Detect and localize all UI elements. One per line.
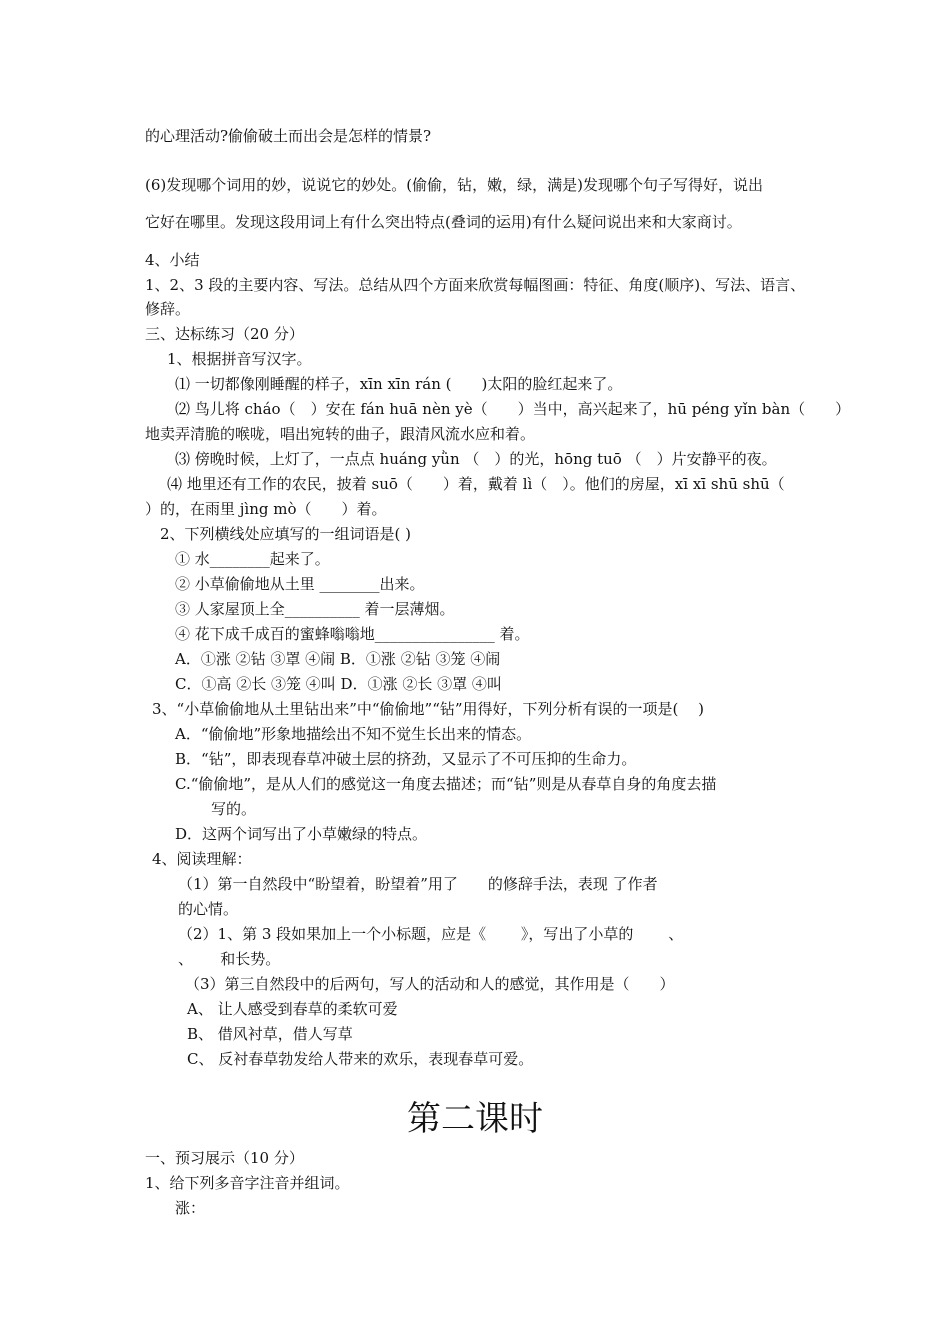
text-line: 地卖弄清脆的喉咙，唱出宛转的曲子，跟清风流水应和着。 <box>145 425 536 443</box>
question-heading: 1、给下列多音字注音并组词。 <box>145 1174 350 1192</box>
text-line: 的心情。 <box>178 900 239 918</box>
question-heading: 1、根据拼音写汉字。 <box>167 350 312 368</box>
text-line: ）的，在雨里 jìng mò（ ）着。 <box>145 500 387 518</box>
question-heading: 3、“小草偷偷地从土里钻出来”中“偷偷地”“钻”用得好，下列分析有误的一项是( ) <box>152 700 705 718</box>
option-line: C.“偷偷地”，是从人们的感觉这一角度去描述；而“钻”则是从春草自身的角度去描 <box>175 775 717 793</box>
section-heading: 4、小结 <box>145 251 200 269</box>
option-line: B．“钻”，即表现春草冲破土层的挤劲，又显示了不可压抑的生命力。 <box>175 750 637 768</box>
text-line: 修辞。 <box>145 300 191 318</box>
section-heading: 三、达标练习（20 分） <box>145 325 304 343</box>
text-line: ② 小草偷偷地从土里 ________出来。 <box>175 575 425 593</box>
option-line: C．①高 ②长 ③笼 ④叫 D．①涨 ②长 ③罩 ④叫 <box>175 675 502 693</box>
question-heading: 4、阅读理解： <box>152 850 252 868</box>
text-line: 、 和长势。 <box>178 950 281 968</box>
text-line: （3）第三自然段中的后两句，写人的活动和人的感觉，其作用是（ ） <box>185 975 675 993</box>
text-line: ⑶ 傍晚时候，上灯了，一点点 huáng yǜn （ ）的光，hōng tuō （ ）片安静平的夜。 <box>175 450 777 468</box>
text-line: ⑵ 鸟儿将 cháo（ ）安在 fán huā nèn yè（ ）当中，高兴起来了，hū péng yǐn bàn（ ） <box>175 400 851 418</box>
question-heading: 2、下列横线处应填写的一组词语是( ) <box>160 525 412 543</box>
option-line: B、 借风衬草，借人写草 <box>187 1025 353 1043</box>
text-line: ⑴ 一切都像刚睡醒的样子，xīn xīn rán ( )太阳的脸红起来了。 <box>175 375 623 393</box>
option-line: A．①涨 ②钻 ③罩 ④闹 B．①涨 ②钻 ③笼 ④闹 <box>175 650 501 668</box>
option-line: A、 让人感受到春草的柔软可爱 <box>187 1000 398 1018</box>
text-line: 的心理活动?偷偷破土而出会是怎样的情景? <box>145 127 432 145</box>
text-line: ③ 人家屋顶上全__________ 着一层薄烟。 <box>175 600 455 618</box>
option-line: D．这两个词写出了小草嫩绿的特点。 <box>175 825 428 843</box>
section-heading: 一、预习展示（10 分） <box>145 1149 304 1167</box>
text-line: ① 水________起来了。 <box>175 550 330 568</box>
option-line: C、 反衬春草勃发给人带来的欢乐，表现春草可爱。 <box>187 1050 534 1068</box>
text-line: （1）第一自然段中“盼望着，盼望着”用了 的修辞手法，表现 了作者 <box>178 875 658 893</box>
text-line: （2）1、第 3 段如果加上一个小标题，应是《 》，写出了小草的 、 <box>178 925 684 943</box>
text-line: 1、2、3 段的主要内容、写法。总结从四个方面来欣赏每幅图画：特征、角度(顺序)、写法、语言、 <box>145 276 806 294</box>
option-line: A．“偷偷地”形象地描绘出不知不觉生长出来的情态。 <box>175 725 532 743</box>
lesson-title: 第二课时 <box>407 1099 543 1139</box>
text-line: 写的。 <box>211 800 257 818</box>
text-line: (6)发现哪个词用的妙，说说它的妙处。(偷偷，钻，嫩，绿，满是)发现哪个句子写得好，说出 <box>145 176 763 194</box>
text-line: 它好在哪里。发现这段用词上有什么突出特点(叠词的运用)有什么疑问说出来和大家商讨。 <box>145 213 742 231</box>
text-line: ⑷ 地里还有工作的农民，披着 suō（ ）着，戴着 lì（ ）。他们的房屋，xī xī shū shū（ <box>167 475 785 493</box>
text-line: ④ 花下成千成百的蜜蜂嗡嗡地________________ 着。 <box>175 625 530 643</box>
text-line: 涨： <box>175 1199 206 1217</box>
